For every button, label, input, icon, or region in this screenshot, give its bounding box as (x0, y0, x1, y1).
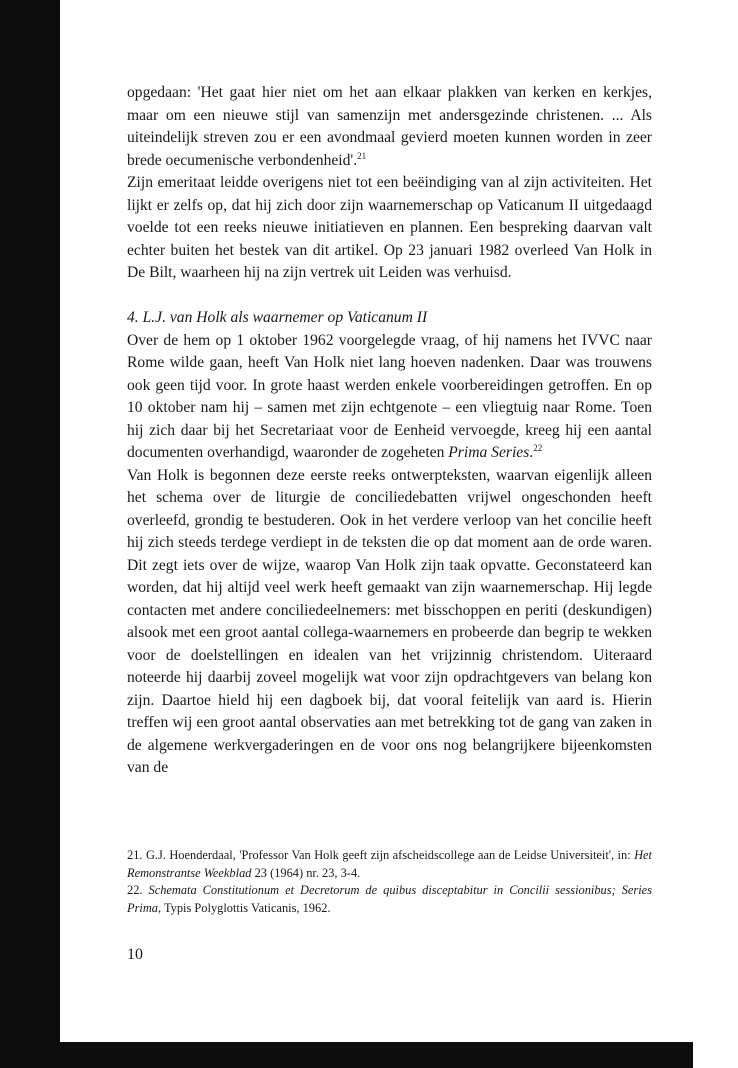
page-number: 10 (127, 946, 143, 963)
scan-border-bottom (0, 1042, 693, 1068)
section-heading: 4. L.J. van Holk als waarnemer op Vaticanum II (127, 309, 428, 326)
footnote-ref-21[interactable]: 21 (357, 150, 367, 161)
paragraph-3: Over de hem op 1 oktober 1962 voorgelegde vraag, of hij namens het IVVC naar Rome wilde gaan, heeft Van Holk niet lang hoeven nadenken. Daar was trouwens ook geen tijd voor. In grote haast werden enkele voorbereidingen getroffen. En op 10 oktober nam hij – samen met zijn echtgenote – een vliegtuig naar Rome. Toen hij zich daar bij het Secretariaat voor de Eenheid vervoegde, kreeg hij een aantal documenten overhandigd, waaronder de zogeheten Prima Series.$^{22}$ (127, 331, 652, 461)
paragraph-1: opgedaan: 'Het gaat hier niet om het aan elkaar plakken van kerken en kerkjes, maar om een nieuwe stijl van samenzijn met andersgezinde christenen. ... Als uiteindelijk streven zou er een avondmaal gevierd moeten kunnen worden in zeer brede oecumenische verbondenheid'.$^{21}$ (127, 84, 652, 169)
footnote-21: 21. G.J. Hoenderdaal, 'Professor Van Holk geeft zijn afscheidscollege aan de Leidse Universiteit', in: Het Remonstrantse Weekblad 23 (1964) nr. 23, 3-4. (127, 848, 652, 880)
paragraph-4: Van Holk is begonnen deze eerste reeks ontwerpteksten, waarvan eigenlijk alleen het schema over de liturgie de conciliedebatten vrijwel ongeschonden heeft overleefd, grondig te bestuderen. Ook in het verdere verloop van het concilie heeft hij zich steeds terdege verdiept in de teksten die op dat moment aan de orde waren. Dit zegt iets over de wijze, waarop Van Holk zijn taak opvatte. Geconstateerd kan worden, dat hij altijd veel werk heeft gemaakt van zijn waarnemerschap. Hij legde contacten met andere conciliedeelnemers: met bisschoppen en periti (deskundigen) alsook met een groot aantal collega-waarnemers en probeerde dan begrip te wekken voor de doelstellingen en idealen van het vrijzinnig christendom. Uiteraard noteerde hij daarbij zoveel mogelijk wat voor zijn opdrachtgevers van belang kon zijn. Daartoe hield hij een dagboek bij, dat vooral feitelijk van aard is. Hierin treffen wij een groot aantal observaties aan met betrekking tot de gang van zaken in de algemene werkvergaderingen en de voor ons nog belangrijkere bijeenkomsten van de (127, 466, 652, 776)
paragraph-2: Zijn emeritaat leidde overigens niet tot een beëindiging van al zijn activiteiten. Het lijkt er zelfs op, dat hij zich door zijn waarnemerschap op Vaticanum II uitgedaagd voelde tot een reeks nieuwe initiatieven en plannen. Een bespreking daarvan valt echter buiten het bestek van dit artikel. Op 23 januari 1982 overleed Van Holk in De Bilt, waarheen hij na zijn vertrek uit Leiden was verhuisd. (127, 174, 652, 281)
footnotes (127, 847, 652, 917)
italic-title: Prima Series (448, 444, 530, 461)
body-text (127, 82, 652, 780)
footnote-ref-22[interactable]: 22 (533, 443, 543, 453)
scan-border-left (0, 0, 60, 1068)
document-page (60, 0, 738, 1042)
footnote-22: 22. Schemata Constitutionum et Decretorum de quibus disceptabitur in Concilii sessionibus; Series Prima, Typis Polyglottis Vaticanis, 1962. (127, 883, 652, 915)
